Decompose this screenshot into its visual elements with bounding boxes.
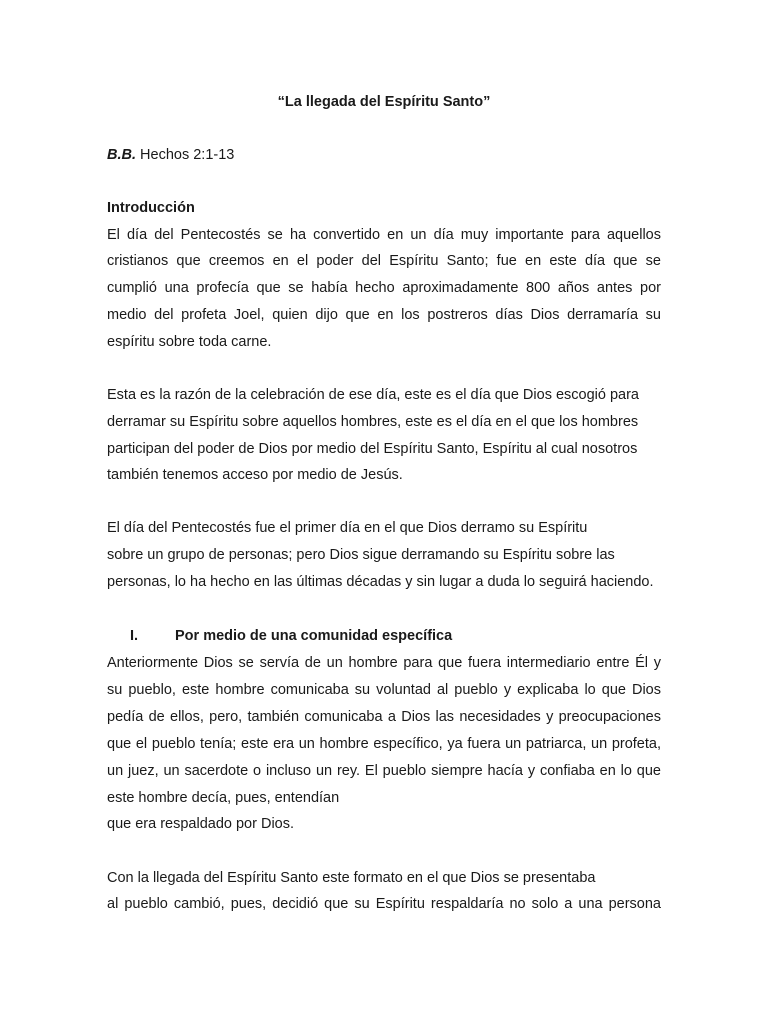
paragraph-line: participan del poder de Dios por medio del Espíritu Santo, Espíritu al cual nosotros — [107, 441, 638, 457]
paragraph-line: que el pueblo tenía; este era un hombre específico, ya fuera un patriarca, un profeta, — [107, 736, 661, 752]
paragraph-line: medio del profeta Joel, quien dijo que en los postreros días Dios derramaría su — [107, 307, 661, 323]
paragraph-line: al pueblo cambió, pues, decidió que su Espíritu respaldaría no solo a una persona — [107, 896, 661, 912]
section-heading: Por medio de una comunidad específica — [175, 628, 453, 644]
paragraph-line: un juez, un sacerdote o incluso un rey. El pueblo siempre hacía y confiaba en lo que — [107, 763, 661, 779]
paragraph-line: también tenemos acceso por medio de Jesús. — [107, 467, 403, 483]
paragraph-line: Esta es la razón de la celebración de ese día, este es el día que Dios escogió para — [107, 387, 639, 403]
paragraph-line: Con la llegada del Espíritu Santo este formato en el que Dios se presentaba — [107, 870, 596, 886]
paragraph-line: que era respaldado por Dios. — [107, 816, 295, 832]
reference-text: Hechos 2:1-13 — [136, 147, 235, 163]
bible-reference — [107, 146, 661, 164]
reference-label: B.B. — [107, 147, 136, 163]
paragraph-line: Anteriormente Dios se servía de un hombre para que fuera intermediario entre Él y — [107, 655, 661, 671]
paragraph-line: personas, lo ha hecho en las últimas décadas y sin lugar a duda lo seguirá haciendo. — [107, 574, 654, 590]
paragraph-line: derramar su Espíritu sobre aquellos hombres, este es el día en el que los hombres — [107, 414, 639, 430]
paragraph-line: cumplió una profecía que se había hecho aproximadamente 800 años antes por — [107, 280, 661, 296]
paragraph-line: este hombre decía, pues, entendían — [107, 790, 340, 806]
paragraph-line: espíritu sobre toda carne. — [107, 334, 272, 350]
paragraph-line: El día del Pentecostés se ha convertido en un día muy importante para aquellos — [107, 227, 661, 243]
section-number: I. — [130, 628, 139, 644]
paragraph-line: su pueblo, este hombre comunicaba su voluntad al pueblo y explicaba lo que Dios — [107, 682, 661, 698]
document-title: “La llegada del Espíritu Santo” — [277, 94, 491, 110]
paragraph-line: El día del Pentecostés fue el primer día en el que Dios derramo su Espíritu — [107, 520, 588, 536]
intro-heading: Introducción — [107, 200, 195, 216]
paragraph-line: sobre un grupo de personas; pero Dios sigue derramando su Espíritu sobre las — [107, 547, 615, 563]
paragraph-line: pedía de ellos, pero, también comunicaba a Dios las necesidades y preocupaciones — [107, 709, 661, 725]
paragraph-line: cristianos que creemos en el poder del Espíritu Santo; fue en este día que se — [107, 253, 661, 269]
